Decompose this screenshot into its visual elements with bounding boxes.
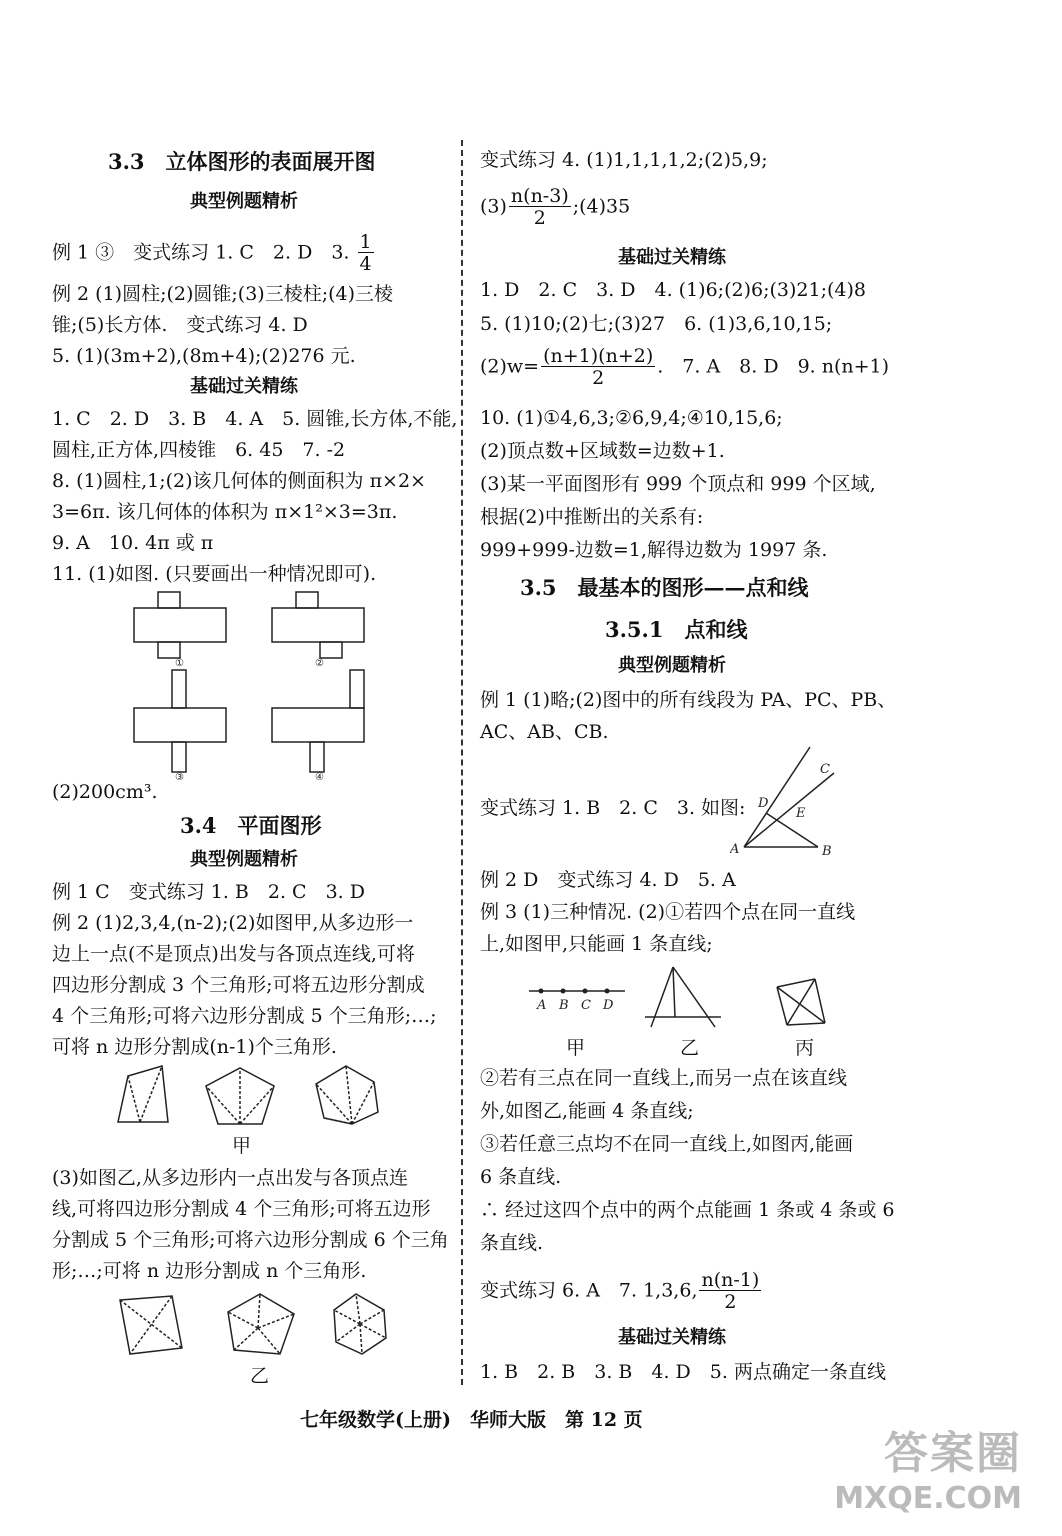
- answer-line: (2)顶点数+区域数=边数+1.: [480, 440, 725, 462]
- fraction-numerator: (n+1)(n+2): [543, 345, 654, 367]
- answer-text: . 7. A 8. D 9. n(n+1): [657, 355, 890, 378]
- point-label: E: [796, 806, 806, 821]
- fraction-denominator: 4: [359, 253, 372, 275]
- answer-line: 例 2 (1)圆柱;(2)圆锥;(3)三棱柱;(4)三棱: [52, 283, 394, 305]
- fraction-denominator: 2: [592, 367, 605, 389]
- answer-line: 上,如图甲,只能画 1 条直线;: [480, 933, 713, 955]
- answer-line: 条直线.: [480, 1232, 544, 1254]
- answer-line: 1. B 2. B 3. B 4. D 5. 两点确定一条直线: [480, 1361, 886, 1383]
- answer-line: 1. C 2. D 3. B 4. A 5. 圆锥,长方体,不能,: [52, 408, 458, 430]
- point-label: D: [603, 998, 614, 1013]
- fraction-numerator: n(n-3): [510, 185, 569, 207]
- answer-line: AC、AB、CB.: [480, 721, 609, 743]
- answer-line: ②若有三点在同一直线上,而另一点在该直线: [480, 1067, 848, 1089]
- figure-caption: 乙: [680, 1037, 700, 1059]
- answer-line: 圆柱,正方体,四棱锥 6. 45 7. -2: [52, 439, 346, 461]
- answer-line: [52, 232, 376, 275]
- watermark-text: 答案圈: [884, 1428, 1022, 1479]
- answer-text: ;(4)35: [572, 195, 631, 218]
- point-label: A: [537, 998, 547, 1013]
- answer-line: (3)如图乙,从多边形内一点出发与各顶点连: [52, 1167, 408, 1189]
- answer-text: (2)w=: [480, 355, 540, 378]
- point-label: B: [559, 998, 569, 1013]
- answer-line: 9. A 10. 4π 或 π: [52, 532, 214, 554]
- point-label: D: [758, 796, 769, 811]
- fraction: [699, 1270, 761, 1313]
- watermark-url: MXQE.COM: [834, 1481, 1022, 1516]
- point-label: C: [820, 762, 830, 777]
- subheading-practice: 基础过关精练: [190, 376, 298, 397]
- answer-line: 3=6π. 该几何体的体积为 π×1²×3=3π.: [52, 501, 398, 523]
- figure-caption: 丙: [795, 1037, 815, 1059]
- answer-line: 形;…;可将 n 边形分割成 n 个三角形.: [52, 1260, 367, 1282]
- answer-line: 例 1 C 变式练习 1. B 2. C 3. D: [52, 881, 365, 903]
- answer-line: 999+999-边数=1,解得边数为 1997 条.: [480, 539, 828, 561]
- point-label: B: [822, 844, 832, 859]
- answer-line: 5. (1)(3m+2),(8m+4);(2)276 元.: [52, 345, 356, 367]
- subheading-practice: 基础过关精练: [618, 247, 726, 268]
- answer-line: 例 2 D 变式练习 4. D 5. A: [480, 869, 736, 891]
- subheading-examples: 典型例题精析: [190, 849, 298, 870]
- subheading-practice: 基础过关精练: [618, 1327, 726, 1348]
- polygon-divided-from-edge-figure: [110, 1062, 400, 1132]
- answer-text: 变式练习 6. A 7. 1,3,6,: [480, 1279, 698, 1302]
- net-label: ②: [315, 658, 324, 669]
- net-label: ③: [175, 772, 184, 780]
- answer-line: [480, 346, 889, 389]
- fraction: [509, 186, 571, 229]
- answer-text: 例 1 ③ 变式练习 1. C 2. D 3.: [52, 241, 350, 264]
- fraction: [358, 232, 374, 275]
- fraction-denominator: 2: [724, 1291, 737, 1313]
- cylinder-nets-figure: [120, 590, 400, 780]
- point-label: A: [730, 842, 740, 857]
- answer-text: (3): [480, 195, 507, 218]
- answer-line: 例 1 (1)略;(2)图中的所有线段为 PA、PC、PB、: [480, 689, 897, 711]
- answer-line: 外,如图乙,能画 4 条直线;: [480, 1100, 694, 1122]
- answer-line: 可将 n 边形分割成(n-1)个三角形.: [52, 1036, 337, 1058]
- triangle-lines-figure: [730, 745, 850, 860]
- answer-line: ∴ 经过这四个点中的两个点能画 1 条或 4 条或 6: [480, 1199, 895, 1221]
- answer-line: 例 3 (1)三种情况. (2)①若四个点在同一直线: [480, 901, 856, 923]
- answer-line: 8. (1)圆柱,1;(2)该几何体的侧面积为 π×2×: [52, 470, 426, 492]
- answer-line: 例 2 (1)2,3,4,(n-2);(2)如图甲,从多边形一: [52, 912, 414, 934]
- answer-line: 边上一点(不是顶点)出发与各顶点连线,可将: [52, 943, 415, 965]
- net-label: ①: [175, 658, 184, 669]
- fraction-numerator: 1: [359, 231, 372, 253]
- answer-line: 四边形分割成 3 个三角形;可将五边形分割成: [52, 974, 425, 996]
- answer-line: 5. (1)10;(2)七;(3)27 6. (1)3,6,10,15;: [480, 313, 833, 335]
- answer-line: 4 个三角形;可将六边形分割成 5 个三角形;…;: [52, 1005, 437, 1027]
- figure-caption: 乙: [250, 1365, 270, 1387]
- point-label: C: [581, 998, 591, 1013]
- section-title-3-4: 3.4 平面图形: [180, 813, 322, 838]
- column-divider: [461, 140, 463, 1385]
- subheading-examples: 典型例题精析: [190, 191, 298, 212]
- answer-line: 1. D 2. C 3. D 4. (1)6;(2)6;(3)21;(4)8: [480, 279, 866, 301]
- answer-line: (2)200cm³.: [52, 781, 158, 803]
- watermark-logo: [834, 1417, 1022, 1516]
- section-title-3-5: 3.5 最基本的图形——点和线: [520, 575, 809, 600]
- answer-line: [480, 1270, 763, 1313]
- net-label: ④: [315, 772, 324, 780]
- answer-line: 变式练习 1. B 2. C 3. 如图:: [480, 797, 746, 819]
- fraction: [541, 346, 655, 389]
- section-title-3-3: 3.3 立体图形的表面展开图: [108, 149, 376, 174]
- answer-line: ③若任意三点均不在同一直线上,如图丙,能画: [480, 1133, 854, 1155]
- subheading-examples: 典型例题精析: [618, 655, 726, 676]
- figure-caption: 甲: [232, 1135, 252, 1157]
- answer-line: 根据(2)中推断出的关系有:: [480, 506, 704, 528]
- answer-line: 6 条直线.: [480, 1166, 562, 1188]
- answer-line: (3)某一平面图形有 999 个顶点和 999 个区域,: [480, 473, 876, 495]
- answer-line: [480, 186, 630, 229]
- answer-line: 线,可将四边形分割成 4 个三角形;可将五边形: [52, 1198, 431, 1220]
- figure-caption: 甲: [566, 1037, 586, 1059]
- four-points-lines-figure: [525, 965, 845, 1035]
- page-footer: 七年级数学(上册) 华师大版 第 12 页: [300, 1409, 643, 1431]
- answer-line: 变式练习 4. (1)1,1,1,1,2;(2)5,9;: [480, 149, 768, 171]
- section-title-3-5-1: 3.5.1 点和线: [605, 617, 748, 642]
- fraction-denominator: 2: [533, 207, 546, 229]
- answer-line: 分割成 5 个三角形;可将六边形分割成 6 个三角: [52, 1229, 449, 1251]
- polygon-divided-from-interior-figure: [110, 1290, 400, 1360]
- answer-line: 11. (1)如图. (只要画出一种情况即可).: [52, 563, 377, 585]
- answer-line: 锥;(5)长方体. 变式练习 4. D: [52, 314, 308, 336]
- answer-line: 10. (1)①4,6,3;②6,9,4;④10,15,6;: [480, 407, 783, 429]
- fraction-numerator: n(n-1): [701, 1269, 760, 1291]
